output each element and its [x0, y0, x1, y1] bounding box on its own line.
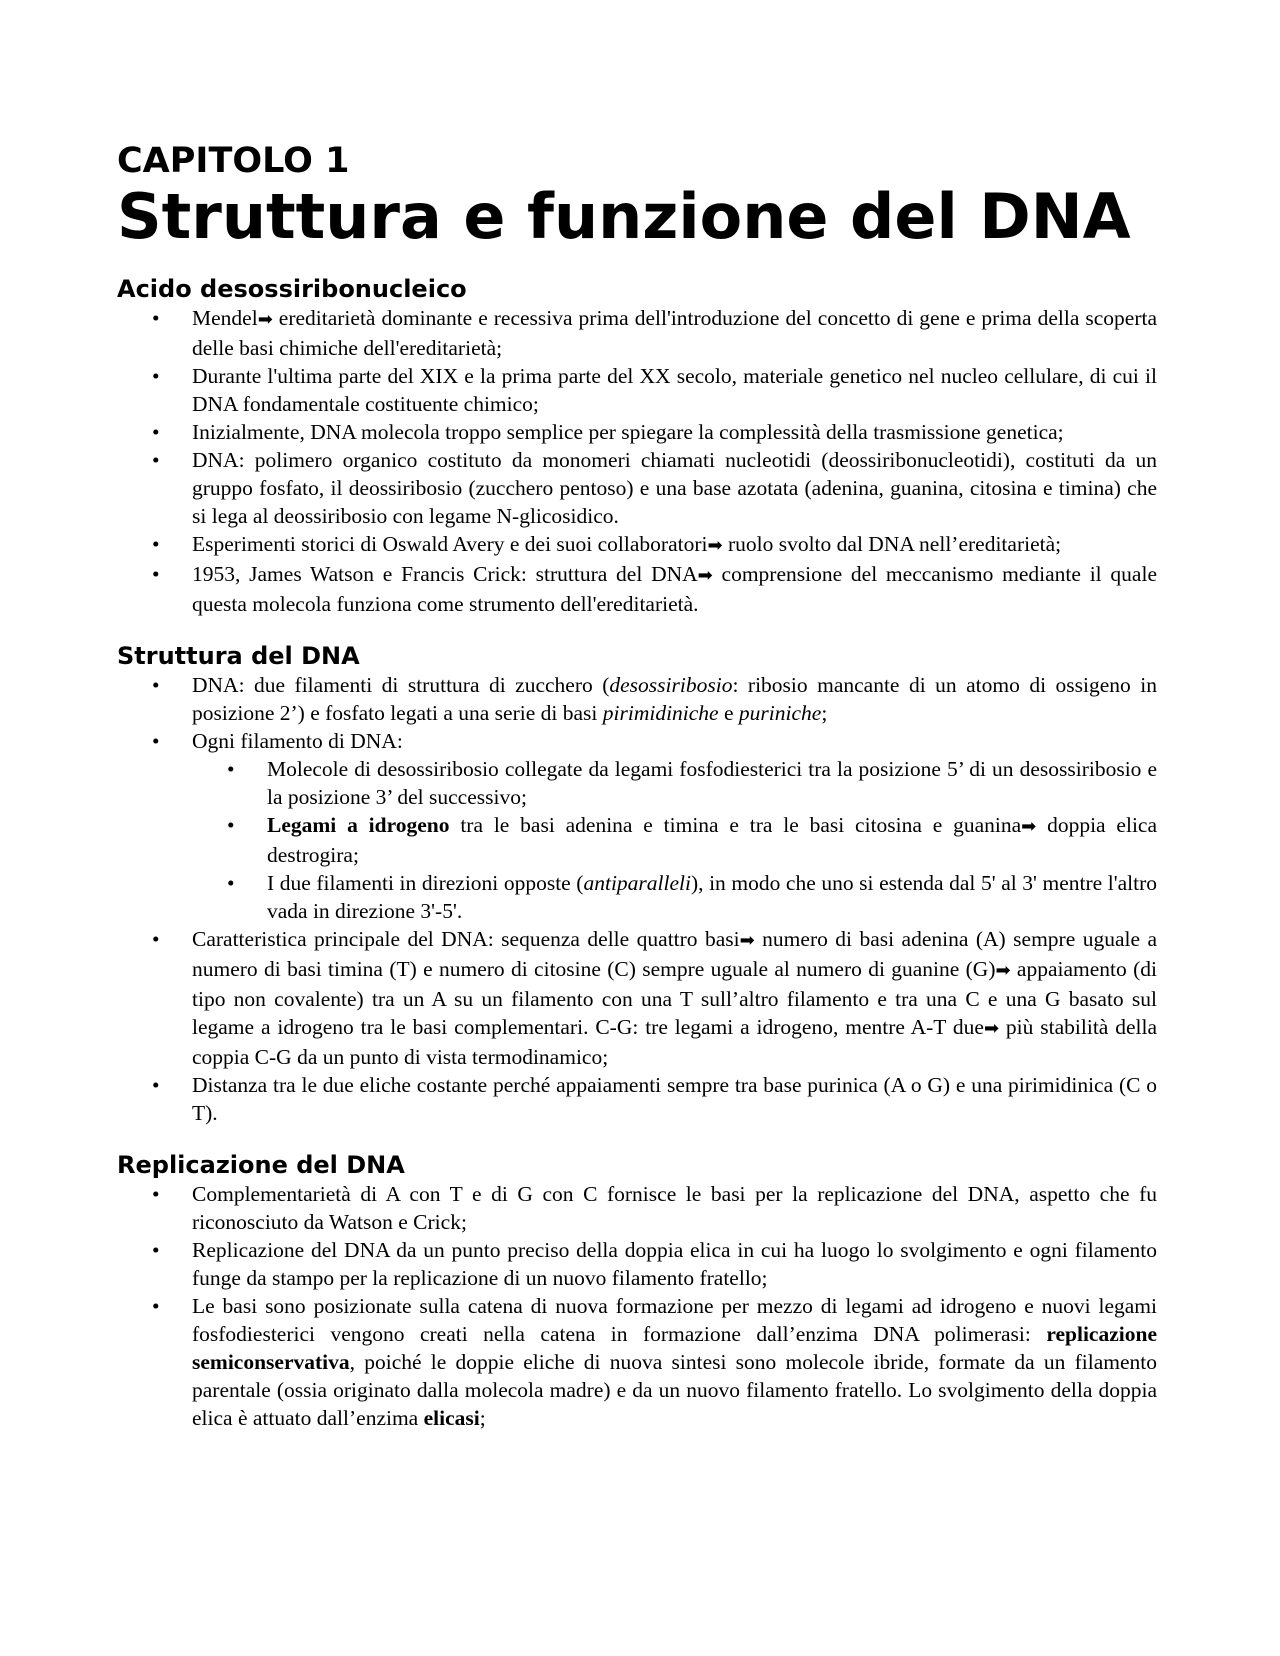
arrow-icon: ➡ [983, 1018, 1000, 1039]
section-heading: Struttura del DNA [117, 642, 360, 670]
list-item: • Distanza tra le due eliche costante perché appaiamenti sempre tra base purinica (A o G) e una pirimidinica (C o T). [117, 1071, 1157, 1127]
arrow-icon: ➡ [1021, 816, 1037, 837]
arrow-icon: ➡ [739, 930, 755, 951]
list-item: • Le basi sono posizionate sulla catena di nuova formazione per mezzo di legami ad idrogeno e nuovi legami fosfodiesterici vengono creati nella catena in formazione dall’enzima DNA polimerasi: replicazione semiconservativa, poiché le doppie eliche di nuova sintesi sono molecole ibride, formate da un filamento parentale (ossia originato dalla molecola madre) e da un nuovo filamento fratello. Lo svolgimento della doppia elica è attuato dall’enzima elicasi; [117, 1292, 1157, 1432]
list-item: • Durante l'ultima parte del XIX e la prima parte del XX secolo, materiale genetico nel nucleo cellulare, di cui il DNA fondamentale costituente chimico; [117, 362, 1157, 418]
document-page [117, 140, 1157, 1455]
list-item: • Esperimenti storici di Oswald Avery e dei suoi collaboratori➡ ruolo svolto dal DNA nell’ereditarietà; [117, 530, 1157, 560]
list-item: • Complementarietà di A con T e di G con C fornisce le basi per la replicazione del DNA, aspetto che fu riconosciuto da Watson e Crick; [117, 1180, 1157, 1236]
arrow-icon: ➡ [697, 565, 713, 586]
list-item: • Ogni filamento di DNA: • Molecole di desossiribosio collegate da legami fosfodiesterici tra la posizione 5’ di un desossiribosio e la posizione 3’ del successivo; • Legami a idrogeno tra le basi adenina e timina e tra le basi citosina e guanina➡ doppia elica destrogira; • I due filamenti in direzioni opposte (antiparalleli), in modo che uno si estenda dal 5' al 3' mentre l'altro vada in direzione 3'-5'. [117, 727, 1157, 925]
section-replicazione-del-dna [117, 1150, 1157, 1432]
sub-list-item: • Molecole di desossiribosio collegate da legami fosfodiesterici tra la posizione 5’ di un desossiribosio e la posizione 3’ del successivo; [192, 755, 1157, 811]
bullet-list [117, 1180, 1157, 1432]
section-acido-desossiribonucleico [117, 274, 1157, 618]
sub-list-item: • I due filamenti in direzioni opposte (antiparalleli), in modo che uno si estenda dal 5' al 3' mentre l'altro vada in direzione 3'-5'. [192, 869, 1157, 925]
list-item: • DNA: due filamenti di struttura di zucchero (desossiribosio: ribosio mancante di un atomo di ossigeno in posizione 2’) e fosfato legati a una serie di basi pirimidiniche e puriniche; [117, 671, 1157, 727]
section-struttura-del-dna [117, 641, 1157, 1127]
list-item: • DNA: polimero organico costituto da monomeri chiamati nucleotidi (deossiribonucleotidi), costituti da un gruppo fosfato, il deossiribosio (zucchero pentoso) e una base azotata (adenina, guanina, citosina e timina) che si lega al deossiribosio con legame N-glicosidico. [117, 446, 1157, 530]
arrow-icon: ➡ [707, 535, 723, 556]
list-item: • 1953, James Watson e Francis Crick: struttura del DNA➡ comprensione del meccanismo mediante il quale questa molecola funziona come strumento dell'ereditarietà. [117, 560, 1157, 618]
section-heading: Replicazione del DNA [117, 1151, 405, 1179]
arrow-icon: ➡ [257, 309, 273, 330]
chapter-label: CAPITOLO 1 [117, 141, 350, 181]
bullet-list [117, 671, 1157, 1127]
bullet-list [117, 304, 1157, 618]
list-item: • Mendel➡ ereditarietà dominante e recessiva prima dell'introduzione del concetto di gene e prima della scoperta delle basi chimiche dell'ereditarietà; [117, 304, 1157, 362]
list-item: • Replicazione del DNA da un punto preciso della doppia elica in cui ha luogo lo svolgimento e ogni filamento funge da stampo per la replicazione di un nuovo filamento fratello; [117, 1236, 1157, 1292]
section-heading: Acido desossiribonucleico [117, 275, 467, 303]
list-item: • Inizialmente, DNA molecola troppo semplice per spiegare la complessità della trasmissione genetica; [117, 418, 1157, 446]
chapter-title: Struttura e funzione del DNA [117, 180, 1131, 253]
list-item: • Caratteristica principale del DNA: sequenza delle quattro basi➡ numero di basi adenina (A) sempre uguale a numero di basi timina (T) e numero di citosine (C) sempre uguale al numero di guanine (G)➡ appaiamento (di tipo non covalente) tra un A su un filamento con una T sull’altro filamento e tra una C e una G basato sul legame a idrogeno tra le basi complementari. C-G: tre legami a idrogeno, mentre A-T due➡ più stabilità della coppia C-G da un punto di vista termodinamico; [117, 925, 1157, 1071]
sub-list-item: • Legami a idrogeno tra le basi adenina e timina e tra le basi citosina e guanina➡ doppia elica destrogira; [192, 811, 1157, 869]
arrow-icon: ➡ [995, 960, 1011, 981]
sub-bullet-list [192, 755, 1157, 925]
